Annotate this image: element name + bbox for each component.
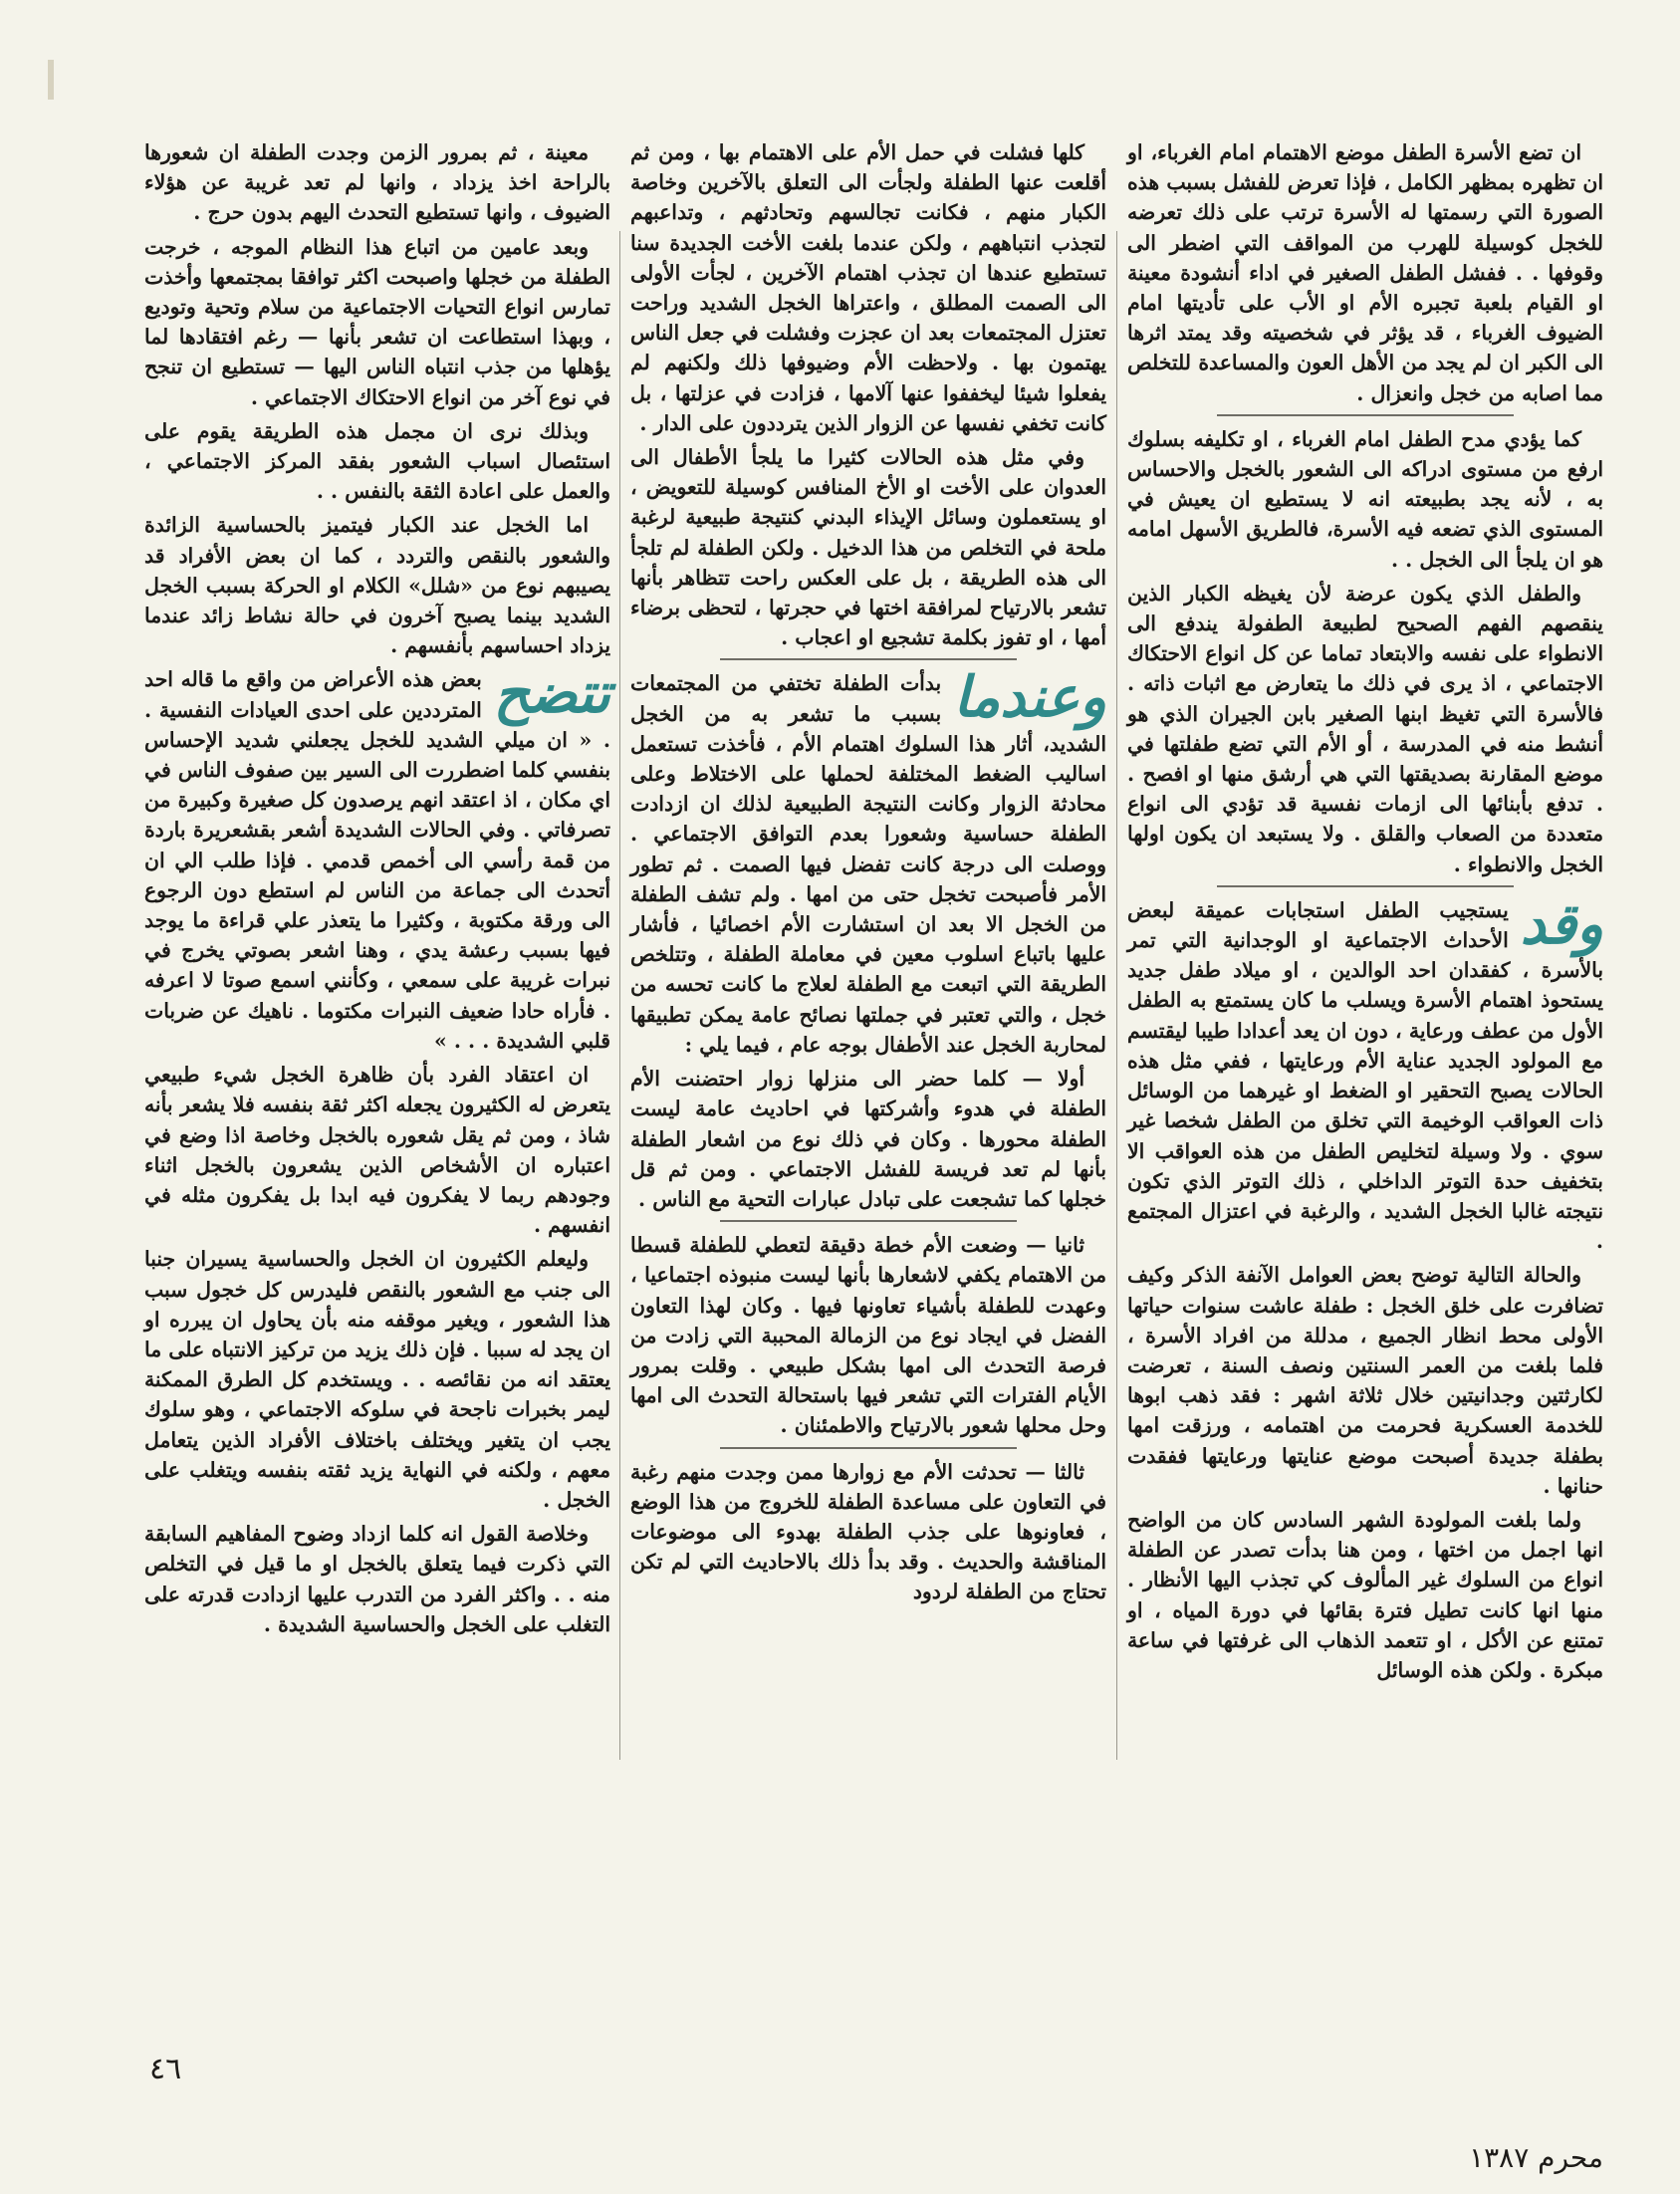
- paragraph: والطفل الذي يكون عرضة لأن يغيظه الكبار الذين ينقصهم الفهم الصحيح لطبيعة الطفولة يندفع الى الانطواء على نفسه والابتعاد تماما عن كل انواع الاحتكاك الاجتماعي ، اذ يرى في ذلك ما يتعارض مع اثبات ذاته . فالأسرة التي تغيظ ابنها الصغير بابن الجيران الذي هو أنشط منه في المدرسة ، أو الأم التي تضع طفلتها في موضع المقارنة بصديقتها التي هي أرشق منها او افصح . . تدفع بأبنائها الى ازمات نفسية قد تؤدي الى انواع متعددة من الصعاب والقلق . ولا يستبعد ان يكون اولها الخجل والانطواء .: [1127, 581, 1603, 876]
- paragraph: كلها فشلت في حمل الأم على الاهتمام بها ، ومن ثم أقلعت عنها الطفلة ولجأت الى التعلق بالآخرين وخاصة الكبار منهم ، فكانت تجالسهم وتحادثهم ، وتداعبهم لتجذب انتباههم ، ولكن عندما بلغت الأخت الجديدة سنا تستطيع عندها ان تجذب اهتمام الآخرين ، لجأت الأولى الى الصمت المطلق ، واعتراها الخجل الشديد وراحت تعتزل المجتمعات بعد ان عجزت وفشلت في جعل الناس يهتمون بها . ولاحظت الأم وضيوفها ذلك ولكنهم لم يفعلوا شيئا ليخففوا عنها آلامها ، فزادت في عزلتها ، بل كانت تخفي نفسها عن الزوار الذين يترددون على الدار .: [630, 140, 1106, 435]
- paragraph: وليعلم الكثيرون ان الخجل والحساسية يسيران جنبا الى جنب مع الشعور بالنقص فليدرس كل خجول سبب هذا الشعور ، ويغير موقفه منه بأن يحاول ان يبرره او ان يجد له سببا . فإن ذلك يزيد من تركيز الانتباه على ما يعتقد انه من نقائصه . . ويستخدم كل الطرق الممكنة ليمر بخبرات ناجحة في سلوكه الاجتماعي ، وهو سلوك يجب ان يتغير ويختلف باختلاف الأفراد الذين يتعامل معهم ، ولكنه في النهاية يزيد ثقته بنفسه ويتغلب على الخجل .: [144, 1247, 610, 1512]
- paragraph: ثالثا — تحدثت الأم مع زوارها ممن وجدت منهم رغبة في التعاون على مساعدة الطفلة للخروج من هذا الوضع ، فعاونوها على جذب الطفلة بهدوء الى موضوعات المناقشة والحديث . وقد بدأ ذلك بالاحاديث التي لم تكن تحتاج من الطفلة لردود: [630, 1459, 1106, 1604]
- page-number: ٤٦: [149, 2052, 182, 2086]
- paragraph: ان تضع الأسرة الطفل موضع الاهتمام امام الغرباء، او ان تظهره بمظهر الكامل ، فإذا تعرض للفشل بسبب هذه الصورة التي رسمتها له الأسرة ترتب على ذلك تعرضه للخجل كوسيلة للهرب من المواقف التي اضطر الى وقوفها . . ففشل الطفل الصغير في اداء أنشودة معينة او القيام بلعبة تجبره الأم او الأب على تأديتها امام الضيوف الغرباء ، قد يؤثر في شخصيته وقد يمتد اثرها الى الكبر ان لم يجد من الأهل العون والمساعدة للتخلص مما اصابه من خجل وانعزال .: [1127, 140, 1603, 405]
- section-block: [1127, 890, 1603, 1256]
- paragraph: ان اعتقاد الفرد بأن ظاهرة الخجل شيء طبيعي يتعرض له الكثيرون يجعله اكثر ثقة بنفسه فلا يشعر بأنه شاذ ، ومن ثم يقل شعوره بالخجل وخاصة اذا وضع في اعتباره ان الأشخاص الذين يشعرون بالخجل اثناء وجودهم ربما لا يفكرون فيه ابدا بل يفكرون مثله في انفسهم .: [144, 1063, 610, 1238]
- paragraph: وبذلك نرى ان مجمل هذه الطريقة يقوم على استئصال اسباب الشعور بفقد المركز الاجتماعي ، والعمل على اعادة الثقة بالنفس . .: [144, 418, 610, 504]
- paragraph: معينة ، ثم بمرور الزمن وجدت الطفلة ان شعورها بالراحة اخذ يزداد ، وانها لم تعد غريبة عن هؤلاء الضيوف ، وانها تستطيع التحدث اليهم بدون حرج .: [144, 140, 610, 225]
- paragraph: وبعد عامين من اتباع هذا النظام الموجه ، خرجت الطفلة من خجلها واصبحت اكثر توافقا بمجتمعها وأخذت تمارس انواع التحيات الاجتماعية من سلام وتحية وتوديع ، وبهذا استطاعت ان تشعر بأنها — رغم افتقادها لما يؤهلها من جذب انتباه الناس اليها — تستطيع ان تنجح في نوع آخر من انواع الاحتكاك الاجتماعي .: [144, 234, 610, 409]
- column-right: [1127, 137, 1603, 1689]
- paragraph: كما يؤدي مدح الطفل امام الغرباء ، او تكليفه بسلوك ارفع من مستوى ادراكه الى الشعور بالخجل والاحساس به ، لأنه يجد بطبيعته انه لا يستطيع ان يعيش في المستوى الذي تضعه فيه الأسرة، فالطريق الأسهل امامه هو ان يلجأ الى الخجل . .: [1127, 426, 1603, 572]
- decorative-headword: وعندما: [953, 664, 1106, 731]
- paragraph: والحالة التالية توضح بعض العوامل الآنفة الذكر وكيف تضافرت على خلق الخجل : طفلة عاشت سنوات حياتها الأولى محط انظار الجميع ، مدللة من افراد الأسرة ، فلما بلغت من العمر السنتين ونصف السنة ، تعرضت لكارثتين وجدانيتين خلال ثلاثة اشهر : فقد ذهب ابوها للخدمة العسكرية فحرمت من اهتمامه ، ورزقت امها بطفلة جديدة أصبحت موضع عنايتها ورعايتها ففقدت حنانها .: [1127, 1263, 1603, 1498]
- paragraph: يستجيب الطفل استجابات عميقة لبعض الأحداث الاجتماعية او الوجدانية التي تمر بالأسرة ، كفقدان احد الوالدين ، او ميلاد طفل جديد يستحوذ اهتمام الأسرة ويسلب ما كان يستمتع به الطفل الأول من عطف ورعاية ، دون ان يعد أعدادا طيبا ليقتسم مع المولود الجديد عناية الأم ورعايتها ، ففي مثل هذه الحالات يصبح التحقير او الضغط او غيرهما من الوسائل ذات العواقب الوخيمة التي تخلق من الطفل شخصا غير سوي . ولا وسيلة لتخليص الطفل من هذه العواقب الا بتخفيف حدة التوتر الداخلي ، ذلك التوتر الذي تكون نتيجته غالبا الخجل الشديد ، والرغبة في اعتزال المجتمع .: [1127, 897, 1603, 1254]
- paragraph: وفي مثل هذه الحالات كثيرا ما يلجأ الأطفال الى العدوان على الأخت او الأخ المنافس كوسيلة للتعويض ، او يستعملون وسائل الإيذاء البدني كنتيجة طبيعية لرغبة ملحة في التخلص من هذا الدخيل . ولكن الطفلة لم تلجأ الى هذه الطريقة ، بل على العكس راحت تتظاهر بأنها تشعر بالارتياح لمرافقة اختها في حجرتها ، لتحظى برضاء أمها ، او تفوز بكلمة تشجيع او اعجاب .: [630, 445, 1106, 650]
- divider: [1217, 885, 1514, 887]
- column-separator: [1116, 231, 1117, 1760]
- column-left: [144, 137, 610, 1643]
- column-separator: [619, 231, 620, 1760]
- paragraph: أولا — كلما حضر الى منزلها زوار احتضنت الأم الطفلة في هدوء وأشركتها في احاديث عامة ليست الطفلة محورها . وكان في ذلك نوع من اشعار الطفلة بأنها لم تعد فريسة للفشل الاجتماعي . ومن ثم قل خجلها كما تشجعت على تبادل عبارات التحية مع الناس .: [630, 1067, 1106, 1211]
- column-middle: [630, 137, 1106, 1611]
- paragraph: ثانيا — وضعت الأم خطة دقيقة لتعطي للطفلة قسطا من الاهتمام يكفي لاشعارها بأنها ليست منبوذه اجتماعيا ، وعهدت للطفلة بأشياء تعاونها فيها . وكان لهذا التعاون الفضل في ايجاد نوع من الزمالة المحببة التي زادت من فرصة التحدث الى امها بشكل طبيعي . وقلت بمرور الأيام الفترات التي تشعر فيها باستحالة التحدث الى امها وحل محلها شعور بالارتياح والاطمئنان .: [630, 1233, 1106, 1438]
- decorative-headword: وقد: [1520, 890, 1603, 957]
- divider: [720, 658, 1017, 660]
- issue-date: محرم ١٣٨٧: [1469, 2141, 1603, 2174]
- divider: [720, 1447, 1017, 1449]
- paragraph: بدأت الطفلة تختفي من المجتمعات بسبب ما تشعر به من الخجل الشديد، أثار هذا السلوك اهتمام الأم ، فأخذت تستعمل اساليب الضغط المختلفة لحملها على الاختلاط وعلى محادثة الزوار وكانت النتيجة الطبيعية لذلك ان ازدادت الطفلة حساسية وشعورا بعدم التوافق الاجتماعي . ووصلت الى درجة كانت تفضل فيها الصمت . ثم تطور الأمر فأصبحت تخجل حتى من امها . ولم تشف الطفلة من الخجل الا بعد ان استشارت الأم اخصائيا ، فأشار عليها باتباع اسلوب معين في معاملة الطفلة ، وتتلخص الطريقة التي اتبعت مع الطفلة لعلاج ما كانت تحسه من خجل ، والتي تعتبر في جملتها نصائح عامة يمكن تطبيقها لمحاربة الخجل عند الأطفال بوجه عام ، فيما يلي :: [630, 671, 1106, 1057]
- section-block: [144, 660, 610, 1056]
- margin-mark: [48, 60, 54, 100]
- section-block: [630, 664, 1106, 1060]
- paragraph: بعض هذه الأعراض من واقع ما قاله احد المترددين على احدى العيادات النفسية . . « ان ميلي الشديد للخجل يجعلني شديد الإحساس بنفسي كلما اضطررت الى السير بين صفوف الناس في اي مكان ، اذ اعتقد انهم يرصدون كل صغيرة وكبيرة من تصرفاتي . وفي الحالات الشديدة أشعر بقشعريرة باردة من قمة رأسي الى أخمص قدمي . فإذا طلب الي ان أتحدث الى جماعة من الناس لم استطع دون الرجوع الى ورقة مكتوبة ، وكثيرا ما يتعذر علي قراءة ما يوجد فيها بسبب رعشة يدي ، وهنا اشعر بصوتي يخرج في نبرات غريبة على سمعي ، وكأنني اسمع صوتا لا اعرفه . فأراه حادا ضعيف النبرات مكتوما . ناهيك عن ضربات قلبي الشديدة . . . »: [144, 667, 610, 1053]
- divider: [1217, 414, 1514, 416]
- paragraph: اما الخجل عند الكبار فيتميز بالحساسية الزائدة والشعور بالنقص والتردد ، كما ان بعض الأفراد قد يصيبهم نوع من «شلل» الكلام او الحركة بسبب الخجل الشديد بينما يصبح آخرون في حالة نشاط زائد عندما يزداد احساسهم بأنفسهم .: [144, 513, 610, 658]
- paragraph: وخلاصة القول انه كلما ازداد وضوح المفاهيم السابقة التي ذكرت فيما يتعلق بالخجل او ما قيل في التخلص منه . . واكثر الفرد من التدرب عليها ازدادت قدرته على التغلب على الخجل والحساسية الشديدة .: [144, 1522, 610, 1636]
- paragraph: ولما بلغت المولودة الشهر السادس كان من الواضح انها اجمل من اختها ، ومن هنا بدأت تصدر عن الطفلة انواع من السلوك غير المألوف كي تجذب اليها الأنظار . منها انها كانت تطيل فترة بقائها في دورة المياه ، او تمتنع عن الأكل ، او تتعمد الذهاب الى غرفتها في ساعة مبكرة . ولكن هذه الوسائل: [1127, 1507, 1603, 1682]
- divider: [720, 1220, 1017, 1222]
- decorative-headword: تتضح: [493, 660, 610, 727]
